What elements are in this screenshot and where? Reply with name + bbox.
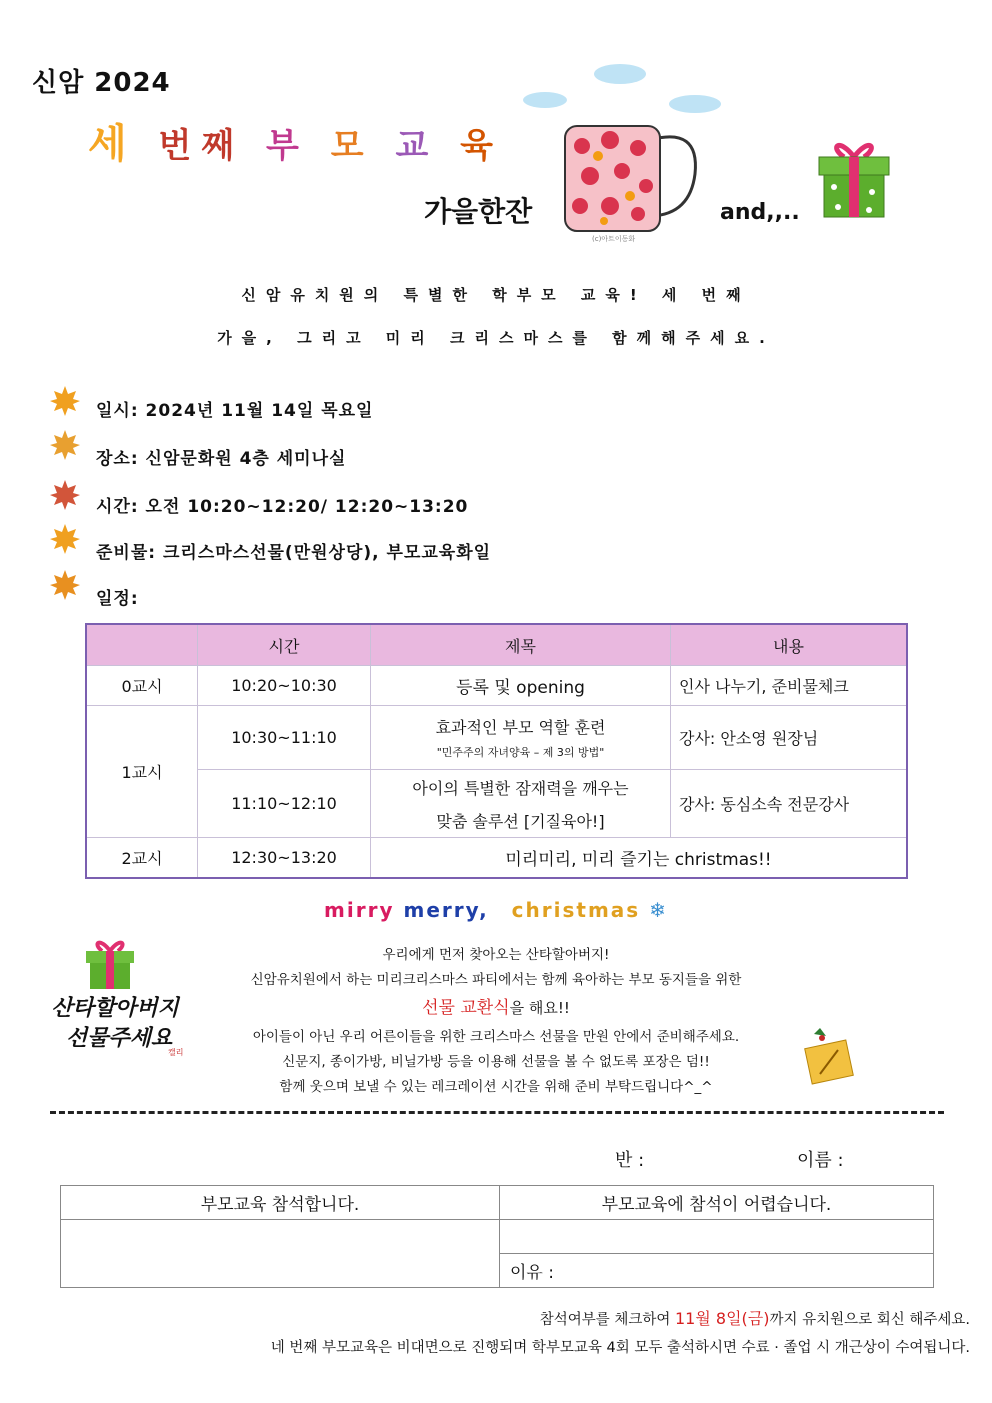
reason-field[interactable]: 이유 : [500,1254,934,1288]
merry-christmas-heading [0,898,992,922]
attend-check-cell[interactable] [61,1220,500,1288]
content-cell: 강사: 안소영 원장님 [671,706,908,770]
footer-text: 까지 유치원으로 회신 해주세요. [769,1312,970,1328]
table-header: 제목 [371,624,671,666]
message-line [0,993,992,1018]
message-line: 신암유치원에서 하는 미리크리스마스 파티에서는 함께 육아하는 부모 동지들을 위한 [250,972,742,988]
footer-text: 참석여부를 체크하여 [539,1312,675,1328]
absent-option[interactable]: 부모교육에 참석이 어렵습니다. [500,1186,934,1220]
info-date: 일시: 2024년 11월 14일 목요일 [96,401,374,421]
cup-credit: (c)아트이동화 [592,235,636,243]
title-char: 부 [266,126,309,166]
wrapped-gift-icon [800,1024,856,1086]
schedule-table [85,623,908,879]
title-char: 교 [395,126,439,166]
title-cell: 미리미리, 미리 즐기는 christmas!! [371,838,908,878]
snowflake-icon: ❄ [649,898,668,922]
time-cell: 10:20~10:30 [198,666,371,706]
info-time: 시간: 오전 10:20~12:20/ 12:20~13:20 [96,497,469,517]
title-char: 육 [460,126,503,166]
maple-leaf-icon [48,428,82,462]
info-place: 장소: 신암문화원 4층 세미나실 [96,449,347,469]
period-cell: 2교시 [86,838,198,878]
table-header [86,624,198,666]
attendance-reply-table [60,1185,934,1288]
table-row [86,666,907,706]
maple-leaf-icon [48,478,82,512]
absent-check-cell[interactable] [500,1220,934,1254]
info-schedule-label: 일정: [96,589,139,609]
title-char: 모 [330,126,374,166]
class-label: 반 : [615,1150,645,1171]
title-cell [371,770,671,838]
title-sub: 맞춤 솔루션 [기질육아!] [436,811,605,831]
subtitle-and: and,,.. [720,200,800,225]
message-line: 신문지, 종이가방, 비닐가방 등을 이용해 선물을 볼 수 없도록 포장은 덤!! [282,1054,710,1070]
table-row [61,1186,934,1220]
merry-word: christmas [511,898,641,922]
footer-attendance-note: 네 번째 부모교육은 비대면으로 진행되며 학부모교육 4회 모두 출석하시면 수료 · 졸업 시 개근상이 수여됩니다. [270,1340,970,1356]
maple-leaf-icon [48,568,82,602]
title-char: 세 [88,121,137,167]
info-supplies: 준비물: 크리스마스선물(만원상당), 부모교육화일 [96,543,492,563]
merry-word: merry, [403,898,489,922]
table-header: 시간 [198,624,371,666]
santa-stamp-line1: 산타할아버지 [51,995,179,1021]
message-line: 우리에게 먼저 찾아오는 산타할아버지! [382,947,610,963]
maple-leaf-icon [48,522,82,556]
table-row [86,706,907,770]
table-header-row [86,624,907,666]
time-cell: 11:10~12:10 [198,770,371,838]
table-row [61,1220,934,1254]
title-cell: 등록 및 opening [371,666,671,706]
time-cell: 10:30~11:10 [198,706,371,770]
name-label: 이름 : [797,1150,844,1171]
message-text: 을 해요!! [509,999,570,1017]
gift-exchange-highlight: 선물 교환식 [422,998,510,1018]
table-row [86,770,907,838]
title-sub: "민주주의 자녀양육 – 제 3의 방법" [436,746,605,759]
time-cell: 12:30~13:20 [198,838,371,878]
merry-word: mirry [324,898,395,922]
calligraphy-seal: 캘리 [168,1048,184,1057]
period-cell: 1교시 [86,706,198,838]
gift-box-icon [814,132,894,222]
table-header: 내용 [671,624,908,666]
intro-line-1: 신암유치원의 특별한 학부모 교육! 세 번째 [241,286,751,304]
period-cell: 0교시 [86,666,198,706]
table-row [86,838,907,878]
message-line: 아이들이 아닌 우리 어른이들을 위한 크리스마스 선물을 만원 안에서 준비해주세요. [252,1029,740,1045]
content-cell: 인사 나누기, 준비물체크 [671,666,908,706]
subtitle-autumn: 가을한잔 [424,195,533,228]
title-cell [371,706,671,770]
leaf-cup-illustration [510,56,730,246]
intro-line-2: 가을, 그리고 미리 크리스마스를 함께해주세요. [217,329,775,347]
title-char: 번째 [158,126,245,166]
reply-deadline: 11월 8일(금) [674,1309,770,1328]
title-main: 아이의 특별한 잠재력을 깨우는 [412,778,629,798]
message-line: 함께 웃으며 보낼 수 있는 레크레이션 시간을 위해 준비 부탁드립니다^_^ [279,1079,713,1095]
school-year-title: 신암 2024 [32,68,171,98]
cut-line-divider [50,1111,944,1114]
santa-stamp-line2: 선물주세요 [65,1025,173,1051]
content-cell: 강사: 동심소속 전문강사 [671,770,908,838]
maple-leaf-icon [48,384,82,418]
attend-option[interactable]: 부모교육 참석합니다. [61,1186,500,1220]
title-main: 효과적인 부모 역할 훈련 [435,718,606,737]
event-title [88,112,503,169]
footer-reply-note [540,1306,970,1329]
